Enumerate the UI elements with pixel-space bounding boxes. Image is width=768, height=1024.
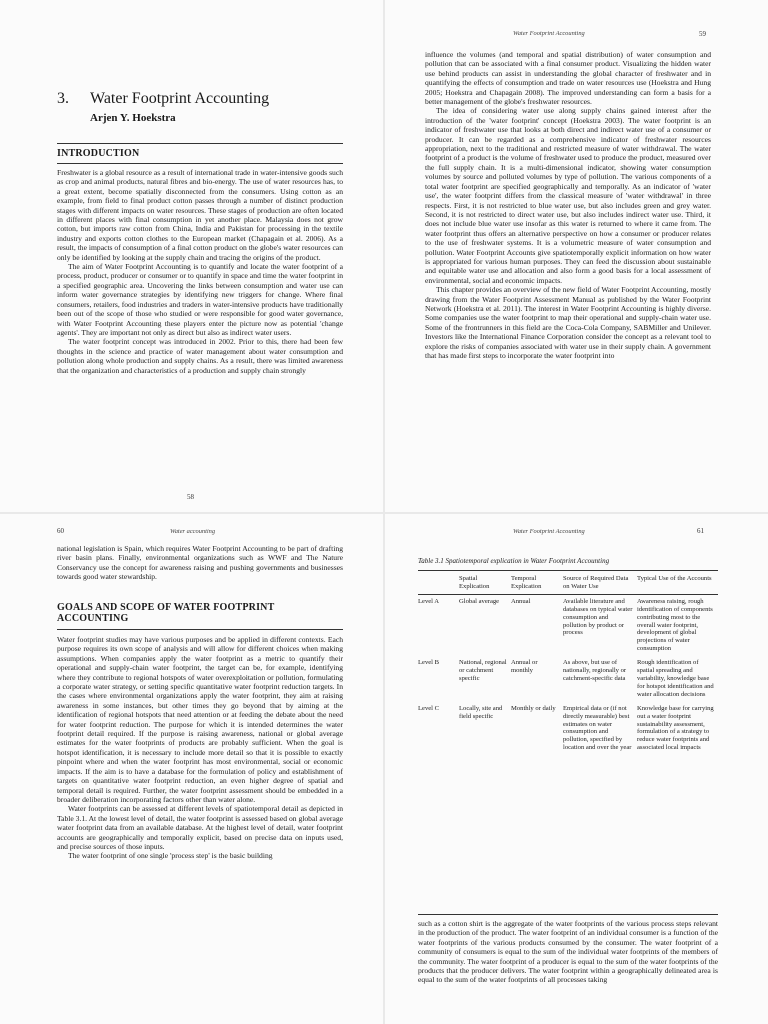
table-cell: Level A <box>418 594 459 659</box>
table-cell: Global average <box>459 594 511 659</box>
paragraph: Water footprints can be assessed at different levels of spatiotemporal detail as depicted in Table 3.1. At the lowest level of detail, the water footprint is assessed based on global average water footprint data from an available database. At the highest level of detail, water footprint accounts are geographically and temporally explicit, based on precise data on inputs used, and precise sources of those inputs. <box>57 804 343 851</box>
spatiotemporal-table <box>418 575 718 758</box>
body-text <box>57 635 343 861</box>
body-text <box>57 168 343 375</box>
page-61 <box>385 514 768 1024</box>
body-text <box>418 919 718 985</box>
page-number: 61 <box>697 527 704 535</box>
table-header-cell: Typical Use of the Accounts <box>637 575 712 582</box>
table-cell: Level B <box>418 659 440 667</box>
table-caption: Table 3.1 Spatiotemporal explication in Water Footprint Accounting <box>418 557 610 565</box>
table-header-cell <box>418 575 459 594</box>
table-cell: Knowledge base for carrying out a water footprint sustainability assessment, formulation of a strategy to reduce water footprints and associated local impacts <box>637 704 714 752</box>
paragraph: Water footprint studies may have various purposes and be applied in different contexts. Each purpose requires its own scope of analysis and will allow for different choices when making assumptions. When companies apply the water footprint as a metric to quantify their operational and supply-chain water footprint, the target can be, for example, identifying where they contribute to regional hotspots of water overexploitation or pollution, formulating a corporate water strategy, or setting specific quantitative water footprint reduction targets. In the cases where environmental organizations apply the water footprint, they aim at raising awareness in some instances, but other times they go beyond that by aiming at the identification of regional hotspots that need attention or at feeding the debate about the need for water footprint reduction. The purpose for which it is intended determines the water footprint detail required. If the purpose is raising awareness, national or global average estimates for the water footprints of products are probably sufficient. When the goal is hotspot identification, it is necessary to include more detail so that it is possible to exactly pinpoint where and when the water footprint has most environmental, social or economic impacts. If the aim is to have a database for the formulation of policy and establishment of targets on quantitative water footprint reduction, an even higher degree of spatial and temporal detail is required. Further, the water footprint assessment should be embedded in a broader deliberation incorporating factors other than water alone. <box>57 635 343 804</box>
table-rule-top <box>418 570 718 571</box>
table-cell: Awareness raising, rough identification of components contributing most to the overall water footprint, development of global projections of water consumption <box>637 594 718 659</box>
paragraph: The water footprint concept was introduced in 2002. Prior to this, there had been few thoughts in the science and practice of water management about water consumption and pollution along whole production and supply chains. As a result, there was limited awareness that the organization and characteristics of a production and supply chain strongly <box>57 337 343 375</box>
table-cell: Locally, site and field specific <box>459 704 503 720</box>
paragraph: The water footprint of one single 'process step' is the basic building <box>68 851 273 861</box>
section-heading-goals: GOALS AND SCOPE OF WATER FOOTPRINT ACCOUNTING <box>57 602 275 624</box>
paragraph: such as a cotton shirt is the aggregate of the water footprints of the various process steps relevant in the production of the product. The water footprint of an individual consumer is a function of the water footprints of the various products consumed by the consumer. The water footprint of a community of consumers is equal to the sum of the individual water footprints of the members of the community. The water footprint of a producer is equal to the sum of the water footprints of the products that the producer delivers. The water footprint within a geographically delineated area is equal to the sum of the water footprints of all processes taking <box>418 919 718 985</box>
page-number: 58 <box>187 493 194 501</box>
author-name: Arjen Y. Hoekstra <box>90 112 176 124</box>
paragraph: Freshwater is a global resource as a result of international trade in water-intensive goods such as crop and animal products, natural fibres and bio-energy. The use of water resources has, to a great extent, become spatially disconnected from the consumers. Using cotton as an example, from field to final product cotton passes through a number of distinct production stages with different impacts on water resources. These stages of production are often located in different places with final consumption in yet another place. Malaysia does not grow cotton, but imports raw cotton from China, India and Pakistan for processing in the textile industry and exports cotton clothes to the European market (Chapagain et al. 2006). As a result, the impacts of consumption of a final cotton product on the globe's water resources can only be identified by looking at the supply chain and tracing the origins of the product. <box>57 168 343 262</box>
page-60 <box>0 514 383 1024</box>
paragraph: The idea of considering water use along supply chains gained interest after the introduction of the 'water footprint' concept (Hoekstra 2003). The water footprint is an indicator of freshwater use that looks at both direct and indirect water use of a consumer or producer. It can be regarded as a comprehensive indicator of freshwater resources appropriation, next to the traditional and restricted measure of water withdrawal. The water footprint of a product is the volume of freshwater used to produce the product, measured over the full supply chain. It is a multi-dimensional indicator, showing water consumption volumes by source and polluted volumes by type of pollution. The various components of a total water footprint are specified geographically and temporally. As an indicator of 'water use', the water footprint differs from the classical measure of 'water withdrawal' in three respects. First, it is not restricted to blue water use, but also includes green and grey water. Second, it is not restricted to direct water use, but also includes indirect water use. Third, it does not include blue water use insofar as this water is returned to where it came from. The water footprint thus offers an alternative perspective on how a consumer or producer relates to the use of freshwater systems. It is a volumetric measure of water consumption and pollution. Water Footprint Accounts give spatiotemporally explicit information on how water is appropriated for various human purposes. They can feed the discussion about sustainable and equitable water use and allocation and also form a good basis for a local assessment of environmental, social and economic impacts. <box>425 106 711 285</box>
paragraph: influence the volumes (and temporal and spatial distribution) of water consumption and pollution that can be associated with a final consumer product. Visualizing the hidden water use behind products can assist in understanding the global character of freshwater and in quantifying the effects of consumption and trade on water resources use (Hoekstra and Hung 2005; Hoekstra and Chapagain 2008). The improved understanding can form a basis for a better management of the globe's freshwater resources. <box>425 50 711 107</box>
page-59 <box>385 0 768 512</box>
paragraph: national legislation is Spain, which requires Water Footprint Accounting to be part of drafting river basin plans. Finally, environmental organizations such as WWF and The Nature Conservancy use the concept for awareness raising and pushing governments and businesses towards good water stewardship. <box>57 544 343 582</box>
running-head: Water Footprint Accounting <box>513 30 585 37</box>
paragraph: The aim of Water Footprint Accounting is to quantify and locate the water footprint of a process, product, producer or consumer or to quantify in space and time the water footprint in a specified geographic area. Uncovering the links between consumption and water use can inform water governance strategies by identifying new triggers for change. Where final consumers, retailers, food industries and traders in water-intensive products have traditionally been out of the scope of those who studied or were responsible for good water governance, with Water Footprint Accounting these players enter the picture now as potential 'change agents'. They are important not only as direct but also as indirect water users. <box>57 262 343 337</box>
table-header-cell: Temporal Explication <box>511 575 542 590</box>
running-head: Water accounting <box>170 528 216 535</box>
table-row <box>418 705 718 758</box>
table-cell: Annual <box>511 594 563 659</box>
table-cell: Rough identification of spatial spreading and variability, knowledge base for hotspot identification and water allocation decisions <box>637 659 714 698</box>
table-row <box>418 659 718 705</box>
section-heading-introduction: INTRODUCTION <box>57 148 140 159</box>
table-cell: Monthly or daily <box>511 704 556 712</box>
page-number: 59 <box>699 30 706 38</box>
table-header-row <box>418 575 718 594</box>
chapter-number: 3. <box>57 90 69 107</box>
table-header-cell: Source of Required Data on Water Use <box>563 575 629 590</box>
table-cell: Empirical data or (if not directly measurable) best estimates on water consumption and pollution, specified by location and over the year <box>563 704 632 752</box>
section-rule <box>57 629 343 630</box>
table-cell: Annual or monthly <box>511 659 538 675</box>
table-header-cell: Spatial Explication <box>459 575 490 590</box>
table-rule-bottom <box>418 914 718 915</box>
table-cell: National, regional or catchment specific <box>459 659 507 682</box>
body-text <box>425 50 711 360</box>
chapter-title: Water Footprint Accounting <box>90 90 270 107</box>
section-rule-top <box>57 143 343 144</box>
table-cell: Level C <box>418 704 440 712</box>
table-cell: As above, but use of nationally, regionally or catchment-specific data <box>563 659 627 682</box>
paragraph: This chapter provides an overview of the new field of Water Footprint Accounting, mostly drawing from the Water Footprint Assessment Manual as published by the Water Footprint Network (Hoekstra et al. 2011). The interest in Water Footprint Accounting is highly diverse. Some companies use the water footprint to map their operational and supply-chain water use. Some of the frontrunners in this field are the Coca-Cola Company, SABMiller and Unilever. Investors like the International Finance Corporation consider the concept as a relevant tool to explore the risks of companies associated with water use in their supply chain. A government that has made first steps to incorporate the water footprint into <box>425 285 711 360</box>
section-rule-bottom <box>57 163 343 164</box>
table-row <box>418 594 718 659</box>
body-text-top <box>57 544 343 582</box>
page-58 <box>0 0 383 512</box>
table-cell: Available literature and databases on typical water consumption and pollution by product or process <box>563 594 637 659</box>
page-number: 60 <box>57 527 64 535</box>
running-head: Water Footprint Accounting <box>513 528 585 535</box>
